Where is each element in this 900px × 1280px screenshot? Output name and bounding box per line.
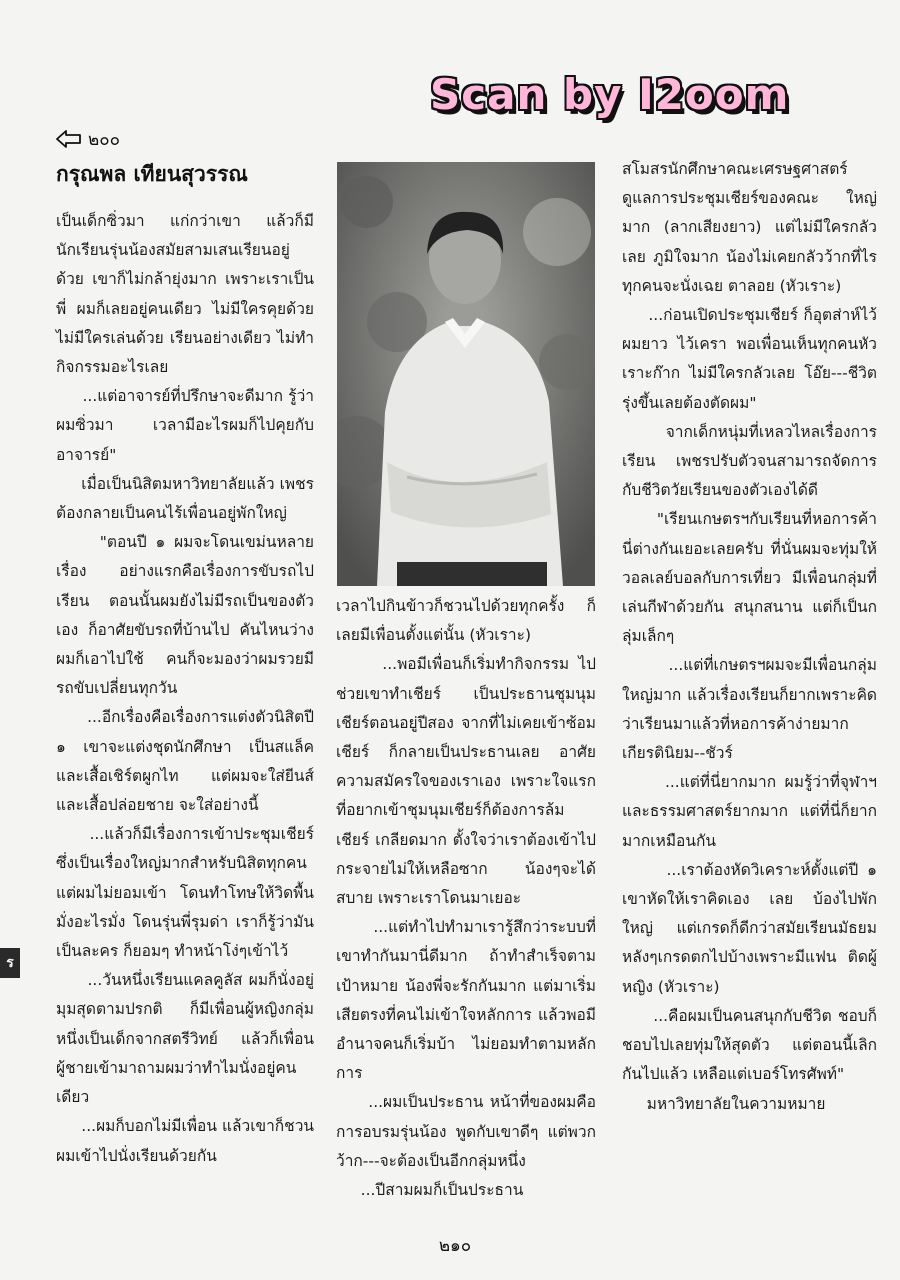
paragraph: "ตอนปี ๑ ผมจะโดนเขม่นหลายเรื่อง อย่างแรกคือเรื่องการขับรถไปเรียน ตอนนั้นผมยังไม่มีรถเป็นของตัวเอง ก็อาศัยขับรถที่บ้านไป คันไหนว่างผมก็เอาไปใช้ คนก็จะมองว่าผมรวยมีรถขับเปลี่ยนทุกวัน bbox=[56, 533, 314, 698]
paragraph: ...ผมก็บอกไม่มีเพื่อน แล้วเขาก็ชวนผมเข้าไปนั่งเรียนด้วยกัน bbox=[56, 1117, 314, 1165]
arrow-left-icon bbox=[56, 130, 82, 148]
paragraph: ...ก่อนเปิดประชุมเชียร์ ก็อุตส่าห์ไว้ผมยาว ไว้เครา พอเพื่อนเห็นทุกคนหัวเราะก๊าก ไม่มีใครกลัวเลย โอ๊ย---ชีวิต รุ่งขึ้นเลยต้องตัดผม" bbox=[622, 306, 882, 412]
paragraph: ...คือผมเป็นคนสนุกกับชีวิต ชอบก็ชอบไปเลยทุ่มให้สุดตัว แต่ตอนนี้เลิกกันไปแล้ว เหลือแต่เบอร์โทรศัพท์" bbox=[622, 1006, 877, 1084]
paragraph: ...พอมีเพื่อนก็เริ่มทำกิจกรรม ไปช่วยเขาทำเชียร์ เป็นประธานชุมนุมเชียร์ตอนอยู่ปีสอง จากที่ไม่เคยเข้าซ้อมเชียร์ ก็กลายเป็นประธานเลย อาศัยความสมัครใจของเราเอง เพราะใจแรกที่อยากเข้าชุมนุมเชียร์ก็ต้องการล้มเชียร์ เกลียดมาก ตั้งใจว่าเราต้องเข้าไปกระจายไม่ให้เหลือซาก น้องๆจะได้สบาย เพราะเราโดนมาเยอะ bbox=[336, 655, 596, 908]
paragraph: ...วันหนึ่งเรียนแคลคูลัส ผมก็นั่งอยู่มุมสุดตามปรกติ ก็มีเพื่อนผู้หญิงกลุ่มหนึ่งเป็นเด็กจากสตรีวิทย์ แล้วก็เพื่อนผู้ชายเข้ามาถามผมว่าทำไมนั่งอยู่คนเดียว bbox=[56, 971, 314, 1107]
scan-watermark: Scan by I2oom bbox=[430, 70, 790, 119]
page-number: ๒๑๐ bbox=[438, 1236, 472, 1256]
text-column-middle bbox=[336, 592, 596, 1205]
previous-page-number: ๒๐๐ bbox=[88, 129, 120, 150]
paragraph: เวลาไปกินข้าวก็ชวนไปด้วยทุกครั้ง ก็เลยมีเพื่อนตั้งแต่นั้น (หัวเราะ) bbox=[336, 597, 596, 645]
paragraph: จากเด็กหนุ่มที่เหลวไหลเรื่องการเรียน เพชรปรับตัวจนสามารถจัดการกับชีวิตวัยเรียนของตัวเองได้ดี bbox=[622, 422, 877, 500]
paragraph: สโมสรนักศึกษาคณะเศรษฐศาสตร์ ดูแลการประชุมเชียร์ของคณะ ใหญ่มาก (ลากเสียงยาว) แต่ไม่มีใครกลัวเลย ภูมิใจมาก น้องไม่เคยกลัวว้ากที่ไรทุกคนจะนั่งเฉย ตาลอย (หัวเราะ) bbox=[622, 160, 877, 295]
section-tab: ร bbox=[0, 948, 20, 978]
paragraph: ...เราต้องหัดวิเคราะห์ตั้งแต่ปี ๑ เขาหัดให้เราคิดเอง เลย บ้องไปพักใหญ่ แต่เกรดก็ดีกว่าสมัยเรียนมัธยม หลังๆเกรดตกไปบ้างเพราะมีแฟน ติดผู้หญิง (หัวเราะ) bbox=[622, 860, 882, 996]
paragraph: เมื่อเป็นนิสิตมหาวิทยาลัยแล้ว เพชรต้องกลายเป็นคนไร้เพื่อนอยู่พักใหญ่ bbox=[56, 474, 314, 523]
paragraph: ...อีกเรื่องคือเรื่องการแต่งตัวนิสิตปี ๑ เขาจะแต่งชุดนักศึกษา เป็นสแล็คและเสื้อเชิร์ตผูกไท แต่ผมจะใส่ยีนส์และเสื้อปล่อยชาย จะใส่อย่างนี้ bbox=[56, 708, 319, 815]
page-reference bbox=[56, 126, 316, 152]
paragraph: "เรียนเกษตรฯกับเรียนที่หอการค้านี่ต่างกันเยอะเลยครับ ที่นั่นผมจะทุ่มให้วอลเลย์บอลกับการเที่ยว มีเพื่อนกลุ่มที่เล่นกีฬาด้วยกัน สนุกสนาน แต่ก็เป็นกลุ่มเล็กๆ bbox=[622, 510, 877, 646]
author-name: กรุณพล เทียนสุวรรณ bbox=[56, 162, 248, 186]
paragraph: ...ปีสามผมก็เป็นประธาน bbox=[336, 1181, 524, 1200]
paragraph: ...แต่อาจารย์ที่ปรึกษาจะดีมาก รู้ว่าผมซิ่วมา เวลามีอะไรผมก็ไปคุยกับอาจารย์" bbox=[56, 387, 315, 464]
paragraph: มหาวิทยาลัยในความหมาย bbox=[622, 1094, 826, 1113]
paragraph: ...แต่ที่เกษตรฯผมจะมีเพื่อนกลุ่มใหญ่มาก แล้วเรื่องเรียนก็ยากเพราะคิดว่าเรียนมาแล้วที่หอการค้าง่ายมาก เกียรตินิยม--ชัวร์ bbox=[622, 656, 877, 763]
paragraph: ...ผมเป็นประธาน หน้าที่ของผมคือการอบรมรุ่นน้อง พูดกับเขาดีๆ แต่พวกว้าก---จะต้องเป็นอีกกลุ่มหนึ่ง bbox=[336, 1093, 596, 1170]
text-column-left bbox=[56, 207, 319, 1171]
text-column-right bbox=[622, 155, 882, 1119]
article-header bbox=[56, 126, 316, 191]
paragraph: ...แต่ทำไปทำมาเรารู้สึกว่าระบบที่เขาทำกันมานี่ดีมาก ถ้าทำสำเร็จตามเป้าหมาย น้องพี่จะรักกันมาก แต่มาเริ่มเสียตรงที่คนไม่เข้าใจหลักการ แล้วพอมีอำนาจคนก็เริ่มบ้า ไม่ยอมทำตามหลักการ bbox=[336, 918, 596, 1083]
paragraph: ...แล้วก็มีเรื่องการเข้าประชุมเชียร์ ซึ่งเป็นเรื่องใหญ่มากสำหรับนิสิตทุกคน แต่ผมไม่ยอมเข้า โดนทำโทษให้วิดพื้นมั่งอะไรมั่ง โดนรุ่นพี่รุมด่า เราก็รู้ว่ามันเป็นละคร ก็ยอมๆ ทำหน้าโง่ๆเข้าไว้ bbox=[56, 825, 319, 961]
portrait-photo bbox=[337, 162, 595, 586]
paragraph: เป็นเด็กซิ่วมา แก่กว่าเขา แล้วก็มีนักเรียนรุ่นน้องสมัยสามเสนเรียนอยู่ด้วย เขาก็ไม่กล้ายุ่งมาก เพราะเราเป็นพี่ ผมก็เลยอยู่คนเดียว ไม่มีใครคุยด้วย ไม่มีใครเล่นด้วย เรียนอย่างเดียว ไม่ทำกิจกรรมอะไรเลย bbox=[56, 212, 319, 377]
paragraph: ...แต่ที่นี่ยากมาก ผมรู้ว่าที่จุฬาฯและธรรมศาสตร์ยากมาก แต่ที่นี่ก็ยากมากเหมือนกัน bbox=[622, 773, 878, 850]
portrait-illustration bbox=[337, 162, 595, 586]
